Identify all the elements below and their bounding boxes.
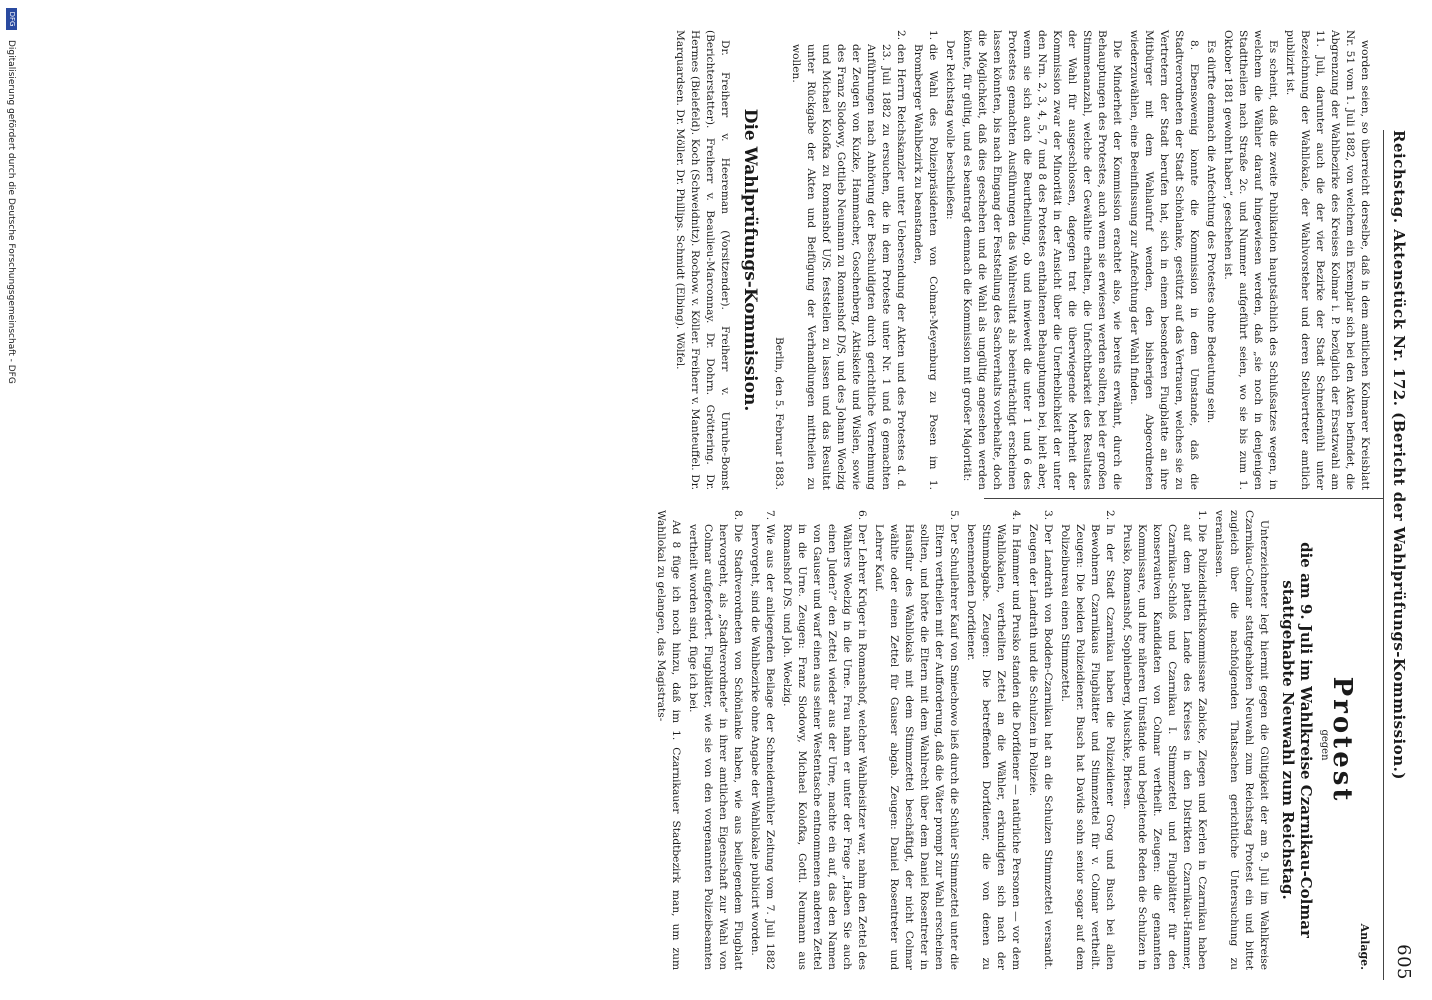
item-text: Die Stadtverordneten von Schönlanke haben, wie aus beiliegendem Flugblatt hervorgeht, als „Stadtverordnete“ in ihrer amtlichen Eigenschaft zur Wahl von Colmar aufgefordert. Flugblätter, wie sie von den vorgenannten Polizeibeamten vertheilt worden sind, füge ich bei. (687, 524, 744, 970)
item-text: Der Schullehrer Kauf von Smiechowo ließ durch die Schüler Stimmzettel unter die Eltern vertheilen mit der Aufforderung, daß die Väter prompt zur Wahl erscheinen sollten, und hörte die Eltern mit dem Wahlrecht über dem Daniel Rosentreter in Hausflur des Wahllokals mit dem Stimmzettel beschäftigt, der nicht Colmar wählte oder einen Zettel für Gauser abgab. Zeugen: Daniel Rosentreter und Lehrer Kauf. (873, 524, 960, 970)
list-item (788, 30, 908, 490)
date-line: Berlin, den 5. Februar 1883. (773, 337, 785, 490)
protest-title: Protest (1327, 676, 1357, 804)
members-list: Dr. Freiherr v. Heereman (Vorsitzender). Freiherr v. Unruhe-Bomst (Berichterstatter). Freiherr v. Beaulieu-Marconnay. Dr. Dohrn. Gröttering. Dr. Hermes (Bielefeld). Koch (Schweidnitz). Rochow. v. Köller. Freiherr v. Manteuffel. Dr. Marquardsen. Dr. Möller. Dr. Phillips. Schmidt (Elbing). Wölfel. (674, 30, 731, 490)
paragraph: Es dürfte demnach die Anfechtung des Protestes ohne Bedeutung sein. (1205, 40, 1217, 424)
paragraph: worden seien, so überreicht derselbe, daß in dem amtlichen Kolmarer Kreisblatt Nr. 51 vom 1. Juli 1882, von welchem ein Exemplar sich bei den Akten befindet, die Abgrenzung der Wahlbezirke des Kreises Kolmar i. P. bezüglich der Ersatzwahl am 11. Juli, darunter auch die der vier Bezirke der Stadt Schneidemühl unter Bezeichnung der Wahllokale, der Wahlvorsteher und deren Stellvertreter amtlich publizirt ist. (1284, 30, 1371, 490)
paragraph: 8. Ebensowenig konnte die Kommission in dem Umstande, daß die Stadtverordneten der Stadt Schönlanke, gestützt auf das Vertrauen, welches sie zu Vertretern der Stadt berufen hat, sich in einem besonderen Flugblatte an ihre Mitbürger mit dem Wahlaufruf wenden, den bisherigen Abgeordneten wiederzuwählen, eine Beeinflussung zur Anfechtung der Wahl finden. (1128, 30, 1200, 490)
item-text: Der Lehrer Krüger in Romanshof, welcher Wahlbeisitzer war, nahm den Zettel des Wählers Woelzig in die Urne. Frau nahm er unter der Frage „Haben Sie auch einen Juden?“ den Zettel wieder aus der Urne, machte ein auf, das den Namen von Gauser und warf einen aus seiner Westentasche entnommenen anderen Zettel in die Urne. Zeugen: Franz Slodowy, Michael Kolofka, Gottl. Neumann aus Romanshof D/S. und Joh. Woelzig. (781, 524, 868, 970)
protest-subtitle: die am 9. Juli im Wahlkreise Czarnikau-Colmar stattgehabte Neuwahl zum Reichstag. (1279, 542, 1315, 938)
list-item (1025, 510, 1055, 970)
item-text: die Wahl des Polizeipräsidenten von Colmar-Meyenburg zu Posen im 1. Bromberger Wahlbezirk zu beanstanden, (912, 44, 939, 490)
item-number: 2. (895, 30, 907, 41)
item-number: 7. (764, 510, 776, 521)
item-number: 6. (856, 510, 868, 521)
item-number: 5. (948, 510, 960, 521)
right-column (651, 510, 1372, 970)
list-item (963, 510, 1023, 970)
item-text: Der Landrath von Bodden-Czarnikau hat an die Schulzen Stimmzettel versandt. Zeugen der Landrath und die Schulzen in Polizeie. (1027, 524, 1054, 970)
item-text: Die Polizeidistriktskommissare Zabicke, Ziegen und Kerlen in Czarnikau haben auf dem platten Lande des Kreises in den Distrikten Czarnikau-Hammer, Czarnikau-Schloß und Czarnikau I. Stimmzettel und Flugblätter für den konservativen Kandidaten von Colmar vertheilt. Zeugen: die genannten Kommissare, und ihre näheren Umstände und begleitende Reden die Schulzen in Prusko, Romanshof, Sophienberg, Muschke, Briesen. (1121, 524, 1208, 970)
resolution-list (788, 30, 940, 490)
intro-paragraph: Unterzeichneter legt hiermit gegen die Gültigkeit der am 9. Juli im Wahlkreise Czarnikau-Colmar stattgehabten Neuwahl zum Reichstag Protest ein und bittet zugleich über die nachfolgenden Thatsachen gerichtliche Untersuchung zu veranlassen. (1213, 510, 1270, 970)
protest-items (685, 510, 1209, 970)
list-item (910, 30, 940, 490)
list-item (779, 510, 869, 970)
item-number: 1. (927, 30, 939, 41)
paragraph: Es scheint, daß die zweite Publikation hauptsächlich des Schlußsatzes wegen, in welchem die Wähler darauf hingewiesen werden, daß „sie noch in denjenigen Stadttheilen nach Straße 2c. und Nummer aufgeführt seien, wo sie bis zum 1. Oktober 1881 gewohnt haben“, geschehen ist. (1222, 30, 1279, 490)
paragraph: Der Reichstag wolle beschließen: (944, 40, 956, 220)
item-text: In Hammer und Prusko standen die Dorfdiener — natürliche Personen — vor dem Wahllokalen, vertheilten Zettel an die Wähler, erkundigten sich nach der Stimmabgabe. Zeugen: Die betreffenden Dorfdiener, die von denen zu benennenden Dorfdiener. (965, 524, 1022, 970)
gegen-word: gegen (1319, 729, 1330, 761)
commission-title: Die Wahlprüfungs-Kommission. (740, 108, 760, 412)
list-item (1119, 510, 1209, 970)
paragraph: Die Minderheit der Kommission erachtet also, wie bereits erwähnt, durch die Behauptungen des Protestes, auch wenn sie erwiesen werden sollten, bei der großen Stimmenanzahl, welche der Gewählte erhalten, die Unfechtbarkeit des Resultates der Wahl für ausgeschlossen, dagegen trat die überwiegende Mehrheit der Kommission zwar der Minorität in der Ansicht über die Unerheblichkeit der unter den Nrn. 2, 3, 4, 5, 7 und 8 des Protestes enthaltenen Behauptungen bei, hielt aber, wenn sie sich auch die Beurtheilung, ob und inwieweit die unter 1 und 6 des Protestes gemachten Ausführungen das Wahlresultat als beeinträchtigt erscheinen lassen könnten, bis nach Eingang der Feststellung des Sachverhalts vorbehalte, doch die Möglichkeit, daß dies geschehen und die Wahl als ungültig angesehen werden könnte, für gültig, und es beantragt demnach die Kommission mit großer Majorität: (961, 30, 1123, 490)
list-item (747, 510, 777, 970)
item-number: 4. (1010, 510, 1022, 521)
left-column (670, 30, 1372, 490)
footer-text: Digitalisierung gefördert durch die Deutsche Forschungsgemeinschaft - DFG (6, 40, 16, 384)
appendix-label: Anlage. (1358, 923, 1371, 970)
running-head: Reichstag. Aktenstück Nr. 172. (Bericht der Wahlprüfungs-Kommission.) (1390, 130, 1408, 780)
item-number: 1. (1196, 510, 1208, 521)
page-number: 605 (1393, 944, 1414, 980)
item-number: 8. (732, 510, 744, 521)
item-text: Wie aus der anliegenden Beilage der Schneidemühler Zeitung vom 7. Juli 1882 hervorgeht, sind die Wahlbezirke ohne Angabe der Wahllokale publicirt worden. (749, 524, 776, 970)
tail-paragraph: Ad 8 füge ich noch hinzu, daß im 1. Czarnikauer Stadtbezirk man, um zum Wahllokal zu gelangen, das Magistrats- (655, 510, 682, 970)
item-number: 2. (1104, 510, 1116, 521)
item-number: 3. (1042, 510, 1054, 521)
page-header (1384, 130, 1414, 980)
header-rule (1383, 130, 1384, 980)
list-item (871, 510, 961, 970)
item-text: In der Stadt Czarnikau haben die Polizeidiener Grog und Busch bei allen Bewohnern Czarnikaus Flugblätter und Stimmzettel für v. Colmar vertheilt. Zeugen: Die beiden Polizeidiener. Busch hat Davids sohn senior sogar auf dem Polizeibureau einen Stimmzettel. (1059, 524, 1116, 970)
item-text: den Herrn Reichskanzler unter Uebersendung der Akten und des Protestes d. d. 23. Juli 1882 zu ersuchen, die in dem Proteste unter Nr. 1 und 6 gemachten Anführungen nach Anhörung der Beschuldigten durch gerichtliche Vernehmung der Zeugen von Kuzke, Hammacher, Goschenberg, Aktiskeite und Wislen, sowie des Franz Slodowy, Gottlieb Neumann zu Romanshof D/S, und des Johann Woelzig und Michael Kolofka zu Romanshof U/S. feststellen zu lassen und das Resultat unter Rückgabe der Akten und Beifügung der Verhandlungen mittheilen zu wollen. (790, 44, 907, 490)
column-divider (984, 498, 1384, 499)
list-item (685, 510, 745, 970)
dfg-logo: DFG (6, 8, 17, 30)
digitization-footer (0, 0, 20, 1000)
list-item (1057, 510, 1117, 970)
